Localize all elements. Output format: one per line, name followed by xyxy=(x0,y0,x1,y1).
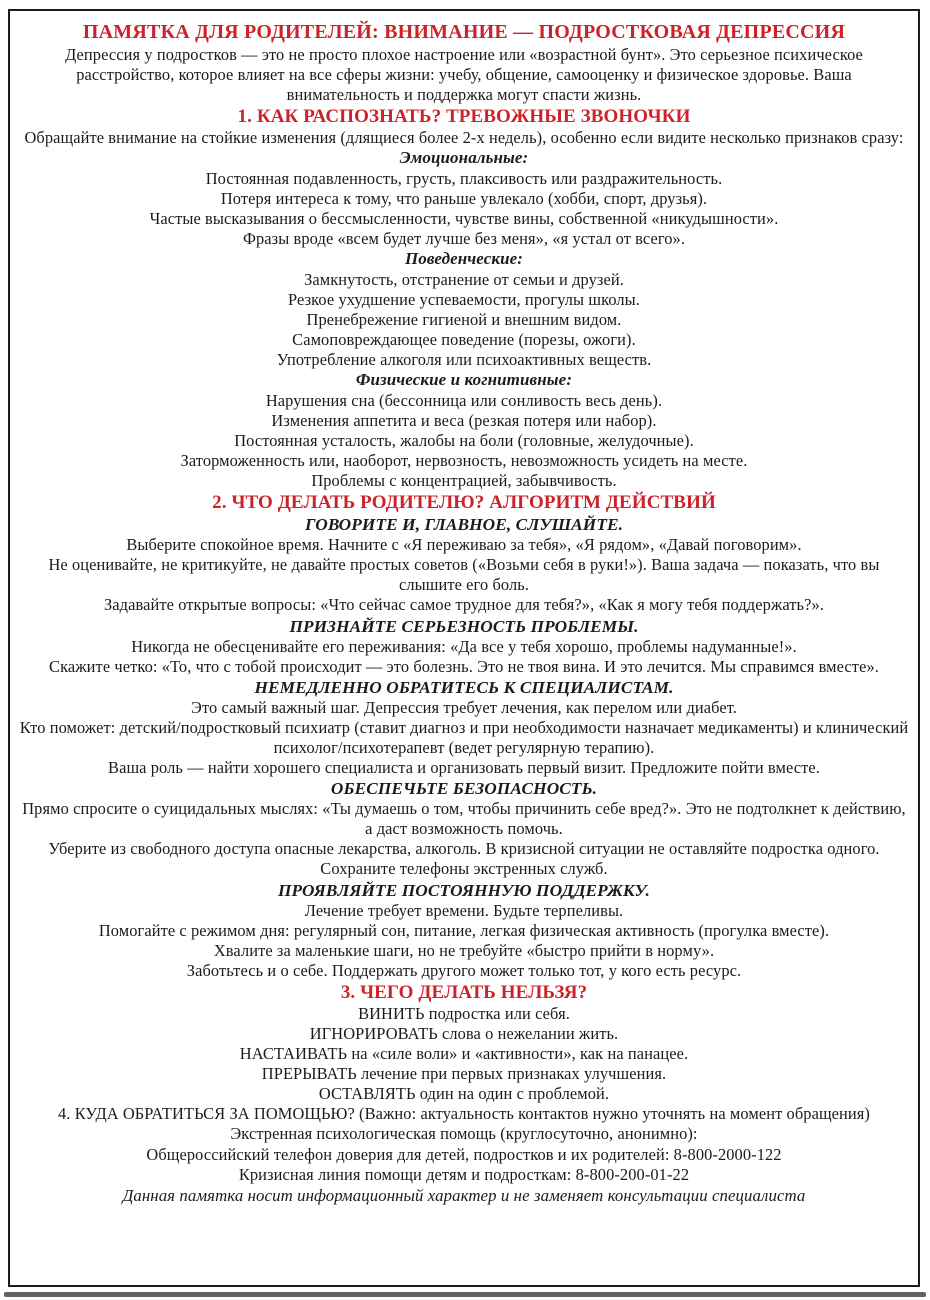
paragraph: Лечение требует времени. Будьте терпеливы. xyxy=(304,900,624,920)
section-1-intro: Обращайте внимание на стойкие изменения (длящиеся более 2-х недель), особенно если видите несколько признаков сразу: xyxy=(24,128,904,148)
paragraph: Уберите из свободного доступа опасные лекарства, алкоголь. В кризисной ситуации не оставляйте подростка одного. xyxy=(48,839,880,859)
step-specialists-heading: НЕМЕДЛЕННО ОБРАТИТЕСЬ К СПЕЦИАЛИСТАМ. xyxy=(254,677,674,697)
paragraph: Изменения аппетита и веса (резкая потеря или набор). xyxy=(271,410,657,430)
scan-edge-shadow xyxy=(4,1292,926,1297)
subhead-behavioral: Поведенческие: xyxy=(404,249,524,269)
paragraph: Заторможенность или, наоборот, нервозность, невозможность усидеть на месте. xyxy=(180,451,748,470)
paragraph: Постоянная усталость, жалобы на боли (головные, желудочные). xyxy=(234,430,694,450)
section-1-heading: 1. КАК РАСПОЗНАТЬ? ТРЕВОЖНЫЕ ЗВОНОЧКИ xyxy=(237,106,691,128)
paragraph: Самоповреждающее поведение (порезы, ожоги). xyxy=(292,330,636,350)
step-support-heading: ПРОЯВЛЯЙТЕ ПОСТОЯННУЮ ПОДДЕРЖКУ. xyxy=(278,880,650,900)
paragraph: ПРЕРЫВАТЬ лечение при первых признаках улучшения. xyxy=(261,1064,667,1084)
paragraph: Прямо спросите о суицидальных мыслях: «Ты думаешь о том, чтобы причинить себе вред?». Это не подтолкнет к действию, а даст возможность помочь. xyxy=(22,799,906,839)
paragraph: Потеря интереса к тому, что раньше увлекало (хобби, спорт, друзья). xyxy=(220,188,708,208)
paragraph: Замкнутость, отстранение от семьи и друзей. xyxy=(304,269,624,289)
paragraph: Фразы вроде «всем будет лучше без меня», «я устал от всего». xyxy=(242,229,686,249)
document-frame xyxy=(8,9,920,1287)
paragraph: НАСТАИВАТЬ на «силе воли» и «активности», как на панацее. xyxy=(239,1044,689,1064)
paragraph: Нарушения сна (бессонница или сонливость весь день). xyxy=(265,390,663,410)
step-acknowledge-heading: ПРИЗНАЙТЕ СЕРЬЕЗНОСТЬ ПРОБЛЕМЫ. xyxy=(289,616,639,636)
paragraph: Не оценивайте, не критикуйте, не давайте простых советов («Возьми себя в руки!»). Ваша задача — показать, что вы слышите его боль. xyxy=(48,555,880,595)
section-2-heading: 2. ЧТО ДЕЛАТЬ РОДИТЕЛЮ? АЛГОРИТМ ДЕЙСТВИЙ xyxy=(212,492,716,514)
doc-title: ПАМЯТКА ДЛЯ РОДИТЕЛЕЙ: ВНИМАНИЕ — ПОДРОСТКОВАЯ ДЕПРЕССИЯ xyxy=(82,21,846,43)
paragraph: ВИНИТЬ подростка или себя. xyxy=(358,1003,570,1023)
paragraph: Помогайте с режимом дня: регулярный сон, питание, легкая физическая активность (прогулка вместе). xyxy=(98,920,830,940)
section-4-heading: 4. КУДА ОБРАТИТЬСЯ ЗА ПОМОЩЬЮ? (Важно: актуальность контактов нужно уточнять на момент обращения) xyxy=(58,1104,870,1124)
paragraph: ИГНОРИРОВАТЬ слова о нежелании жить. xyxy=(309,1023,619,1043)
paragraph: Пренебрежение гигиеной и внешним видом. xyxy=(306,309,622,329)
subhead-physical: Физические и когнитивные: xyxy=(355,370,573,390)
paragraph: Постоянная подавленность, грусть, плаксивость или раздражительность. xyxy=(205,168,723,188)
subhead-emotional: Эмоциональные: xyxy=(399,148,529,168)
paragraph: ОСТАВЛЯТЬ один на один с проблемой. xyxy=(318,1084,610,1104)
paragraph: Никогда не обесценивайте его переживания: «Да все у тебя хорошо, проблемы надуманные!». xyxy=(131,636,797,656)
paragraph: Проблемы с концентрацией, забывчивость. xyxy=(311,471,617,491)
section-3-heading: 3. ЧЕГО ДЕЛАТЬ НЕЛЬЗЯ? xyxy=(340,981,588,1003)
paragraph: Употребление алкоголя или психоактивных веществ. xyxy=(276,350,652,370)
hotline-crisis: Кризисная линия помощи детям и подросткам: 8-800-200-01-22 xyxy=(238,1164,690,1184)
intro-paragraph: Депрессия у подростков — это не просто плохое настроение или «возрастной бунт». Это серьезное психическое расстройство, которое влияет на все сферы жизни: учебу, общение, самооценку и физическое здоровье. Ваша внимательность и поддержка могут спасти жизнь. xyxy=(65,45,863,105)
paragraph: Хвалите за маленькие шаги, но не требуйте «быстро прийти в норму». xyxy=(213,940,715,960)
paragraph: Это самый важный шаг. Депрессия требует лечения, как перелом или диабет. xyxy=(191,697,737,717)
paragraph: Задавайте открытые вопросы: «Что сейчас самое трудное для тебя?», «Как я могу тебя поддержать?». xyxy=(104,595,824,615)
step-talk-heading: ГОВОРИТЕ И, ГЛАВНОЕ, СЛУШАЙТЕ. xyxy=(304,515,624,535)
paragraph: Частые высказывания о бессмысленности, чувстве вины, собственной «никудышности». xyxy=(149,209,779,229)
paragraph: Ваша роль — найти хорошего специалиста и организовать первый визит. Предложите пойти вместе. xyxy=(108,758,820,778)
hotline-trust: Общероссийский телефон доверия для детей, подростков и их родителей: 8-800-2000-122 xyxy=(146,1144,782,1164)
step-safety-heading: ОБЕСПЕЧЬТЕ БЕЗОПАСНОСТЬ. xyxy=(330,779,598,799)
paragraph: Резкое ухудшение успеваемости, прогулы школы. xyxy=(288,289,640,309)
paragraph: Кто поможет: детский/подростковый психиатр (ставит диагноз и при необходимости назначает медикаменты) и клинический психолог/психотерапевт (ведет регулярную терапию). xyxy=(19,717,909,757)
paragraph: Заботьтесь и о себе. Поддержать другого может только тот, у кого есть ресурс. xyxy=(186,960,742,980)
disclaimer: Данная памятка носит информационный характер и не заменяет консультации специалиста xyxy=(122,1185,806,1205)
paragraph: Скажите четко: «То, что с тобой происходит — это болезнь. Это не твоя вина. И это лечится. Мы справимся вместе». xyxy=(49,656,879,676)
paragraph: Сохраните телефоны экстренных служб. xyxy=(320,859,608,879)
emergency-help-line: Экстренная психологическая помощь (круглосуточно, анонимно): xyxy=(230,1124,698,1144)
paragraph: Выберите спокойное время. Начните с «Я переживаю за тебя», «Я рядом», «Давай поговорим». xyxy=(126,535,802,555)
